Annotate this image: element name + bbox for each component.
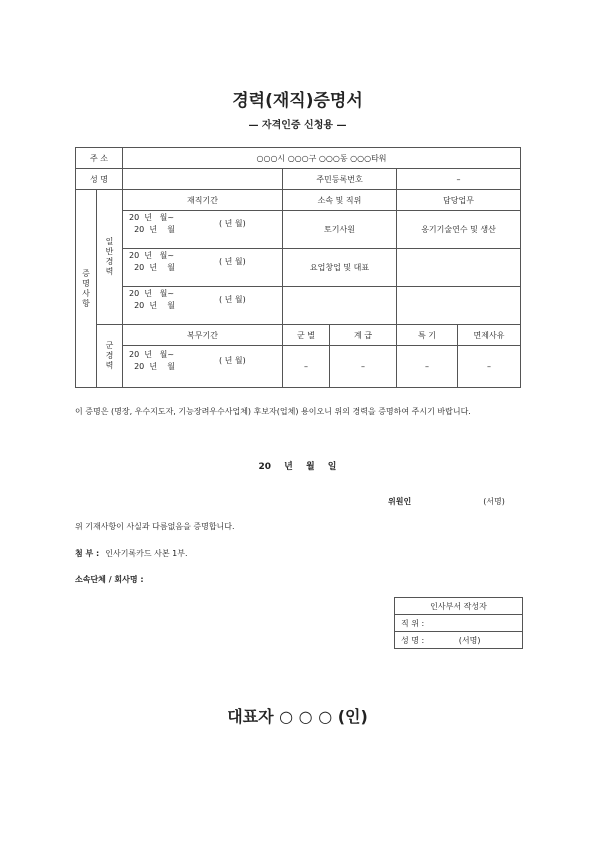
- affiliation-cell: [283, 287, 397, 325]
- period-cell: 20 년 월~ 20 년 월 ( 년 월): [123, 211, 283, 249]
- duty-cell: 옹기기술연수 및 생산: [397, 211, 521, 249]
- name-value: [123, 169, 283, 190]
- hr-sign: (서명): [458, 635, 481, 645]
- mil-col-rank-header: 계 급: [330, 325, 397, 346]
- document-title: 경력(재직)증명서: [232, 91, 363, 111]
- military-career-text: 군경력: [105, 341, 114, 371]
- certify-text: 위 기재사항이 사실과 다름없음을 증명합니다.: [75, 522, 235, 531]
- name-label: 성 명: [76, 169, 123, 190]
- resident-number-value: –: [397, 169, 521, 190]
- address-value: ○○○시 ○○○구 ○○○동 ○○○타워: [123, 148, 521, 169]
- col-affiliation-header: 소속 및 직위: [283, 190, 397, 211]
- hr-name-row: [395, 632, 523, 649]
- duty-cell: [397, 287, 521, 325]
- affiliation-cell: 요업창업 및 대표: [283, 249, 397, 287]
- mil-col-branch-header: 군 별: [283, 325, 330, 346]
- proof-section-label: [76, 190, 97, 388]
- mil-col-period-header: 복무기간: [123, 325, 283, 346]
- organization-label: 소속단체 / 회사명 :: [75, 575, 144, 584]
- period-cell: 20 년 월~ 20 년 월 ( 년 월): [123, 249, 283, 287]
- period-cell: 20 년 월~ 20 년 월 ( 년 월): [123, 287, 283, 325]
- address-label: 주 소: [76, 148, 123, 169]
- general-career-text: 일반경력: [105, 237, 114, 277]
- mil-period-cell: 20 년 월~ 20 년 월 ( 년 월): [123, 346, 283, 388]
- hr-writer-box: [394, 597, 523, 649]
- attachment-line: [75, 548, 188, 559]
- mil-rank-value: –: [330, 346, 397, 388]
- applicant-sign: (서명): [483, 497, 505, 506]
- attachment-value: 인사기록카드 사본 1부.: [105, 549, 188, 558]
- general-career-label: [97, 190, 123, 325]
- career-form-table: [75, 147, 521, 388]
- request-text: 이 증명은 (명장, 우수지도자, 기능장려우수사업체) 후보자(업체) 용이오니 위의 경력을 증명하여 주시기 바랍니다.: [75, 407, 471, 416]
- applicant-label: 위원인: [388, 497, 412, 506]
- affiliation-cell: 토기사원: [283, 211, 397, 249]
- hr-box-title: 인사부서 작성자: [395, 598, 523, 615]
- attachment-label: 첨 부 :: [75, 549, 100, 558]
- mil-specialty-value: –: [397, 346, 458, 388]
- resident-number-label: 주민등록번호: [283, 169, 397, 190]
- applicant-line: [388, 496, 505, 507]
- representative-line: 대표자 ○ ○ ○ (인): [227, 707, 368, 726]
- col-duty-header: 담당업무: [397, 190, 521, 211]
- mil-col-specialty-header: 특 기: [397, 325, 458, 346]
- issue-date: 20 년 월 일: [258, 462, 337, 472]
- col-period-header: 재직기간: [123, 190, 283, 211]
- mil-exempt-value: –: [458, 346, 521, 388]
- military-career-label: [97, 325, 123, 388]
- mil-col-exempt-header: 면제사유: [458, 325, 521, 346]
- hr-position-label: 직 위 :: [395, 615, 523, 632]
- proof-label-text: 증명사항: [81, 268, 91, 309]
- hr-name-label: 성 명 :: [401, 635, 425, 645]
- mil-branch-value: –: [283, 346, 330, 388]
- duty-cell: [397, 249, 521, 287]
- document-subtitle: — 자격인증 신청용 —: [248, 120, 347, 131]
